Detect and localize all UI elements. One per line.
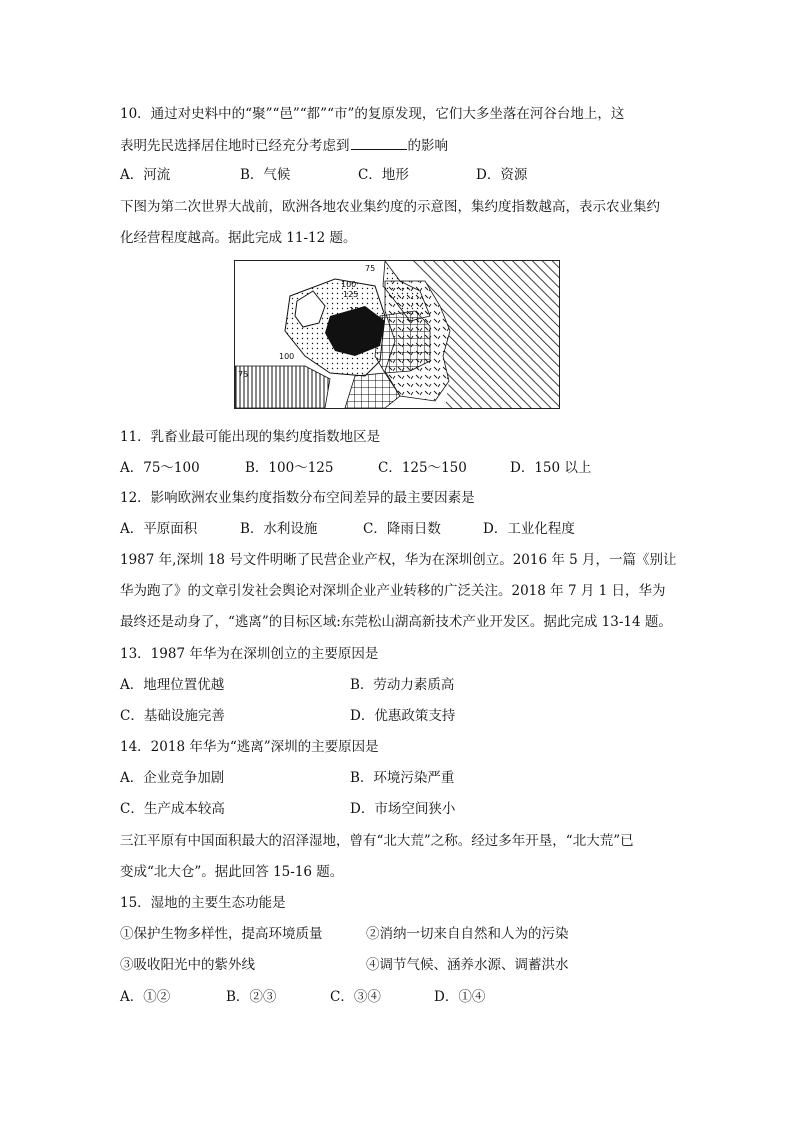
q15-item-1: ①保护生物多样性，提高环境质量 xyxy=(120,926,323,942)
q11-option-a: A．75～100 xyxy=(120,460,200,476)
q12-stem: 12．影响欧洲农业集约度指数分布空间差异的最主要因素是 xyxy=(120,490,475,506)
q10-stem-text-before-blank: 表明先民选择居住地时已经充分考虑到 xyxy=(120,138,350,154)
q10-stem-line2 xyxy=(120,136,448,155)
intro-13-14-line2: 华为跑了》的文章引发社会舆论对深圳企业产业转移的广泛关注。2018 年 7 月 1 日，华为 xyxy=(120,583,666,599)
map-label-75-south: 75 xyxy=(238,370,249,379)
map-label-125: 125 xyxy=(343,290,359,299)
q11-option-d: D．150 以上 xyxy=(510,460,592,476)
q13-option-c: C．基础设施完善 xyxy=(120,708,225,724)
q15-option-d: D．①④ xyxy=(434,989,486,1005)
q14-option-a: A．企业竞争加剧 xyxy=(120,770,225,786)
q14-option-c: C．生产成本较高 xyxy=(120,801,225,817)
q10-option-b: B．气候 xyxy=(240,167,291,183)
q13-stem: 13．1987 年华为在深圳创立的主要原因是 xyxy=(120,646,379,662)
q13-option-b: B．劳动力素质高 xyxy=(350,677,455,693)
q10-option-a: A．河流 xyxy=(120,167,171,183)
q15-item-2: ②消纳一切来自自然和人为的污染 xyxy=(366,926,569,942)
intro-15-16-line2: 变成“北大仓”。据此回答 15-16 题。 xyxy=(120,864,344,880)
q11-option-b: B．100～125 xyxy=(245,460,334,476)
q12-option-c: C．降雨日数 xyxy=(363,521,441,537)
map-label-150: 150 xyxy=(349,306,365,315)
q15-option-c: C．③④ xyxy=(330,989,381,1005)
intro-13-14-line3: 最终还是动身了，“逃离”的目标区域:东莞松山湖高新技术产业开发区。据此完成 13-14 题。 xyxy=(120,614,672,630)
q13-option-d: D．优惠政策支持 xyxy=(350,708,456,724)
intro-15-16-line1: 三江平原有中国面积最大的沼泽湿地，曾有“北大荒”之称。经过多年开垦，“北大荒”已 xyxy=(120,833,634,849)
map-label-75-north: 75 xyxy=(365,264,376,273)
q13-option-a: A．地理位置优越 xyxy=(120,677,225,693)
q15-item-3: ③吸收阳光中的紫外线 xyxy=(120,957,255,973)
q11-stem: 11．乳畜业最可能出现的集约度指数地区是 xyxy=(120,429,381,445)
answer-blank xyxy=(351,136,407,150)
q15-option-b: B．②③ xyxy=(226,989,277,1005)
q15-stem: 15．湿地的主要生态功能是 xyxy=(120,895,286,911)
q10-option-c: C．地形 xyxy=(358,167,409,183)
q15-option-a: A．①② xyxy=(120,989,171,1005)
map-figure xyxy=(235,261,559,408)
map-label-100-north: 100 xyxy=(341,280,357,289)
q12-option-d: D．工业化程度 xyxy=(483,521,575,537)
intro-11-12-line1: 下图为第二次世界大战前，欧洲各地农业集约度的示意图，集约度指数越高，表示农业集约 xyxy=(120,199,660,215)
q12-option-a: A．平原面积 xyxy=(120,521,198,537)
q10-stem-line1: 10．通过对史料中的“聚”“邑”“都”“市”的复原发现，它们大多坐落在河谷台地上，这 xyxy=(120,106,625,122)
europe-agriculture-intensity-map xyxy=(234,260,560,409)
map-label-100-south: 100 xyxy=(279,352,295,361)
q12-option-b: B．水利设施 xyxy=(240,521,318,537)
q14-option-d: D．市场空间狭小 xyxy=(350,801,456,817)
q15-item-4: ④调节气候、涵养水源、调蓄洪水 xyxy=(366,957,569,973)
q14-option-b: B．环境污染严重 xyxy=(350,770,455,786)
region-south-west xyxy=(235,366,330,408)
q10-option-d: D．资源 xyxy=(476,167,528,183)
intro-11-12-line2: 化经营程度越高。据此完成 11-12 题。 xyxy=(120,230,357,246)
q11-option-c: C．125～150 xyxy=(378,460,467,476)
q10-stem-text-after-blank: 的影响 xyxy=(407,138,448,154)
q14-stem: 14．2018 年华为“逃离”深圳的主要原因是 xyxy=(120,739,379,755)
intro-13-14-line1: 1987 年,深圳 18 号文件明晰了民营企业产权，华为在深圳创立。2016 年 5 月，一篇《别让 xyxy=(120,552,677,568)
